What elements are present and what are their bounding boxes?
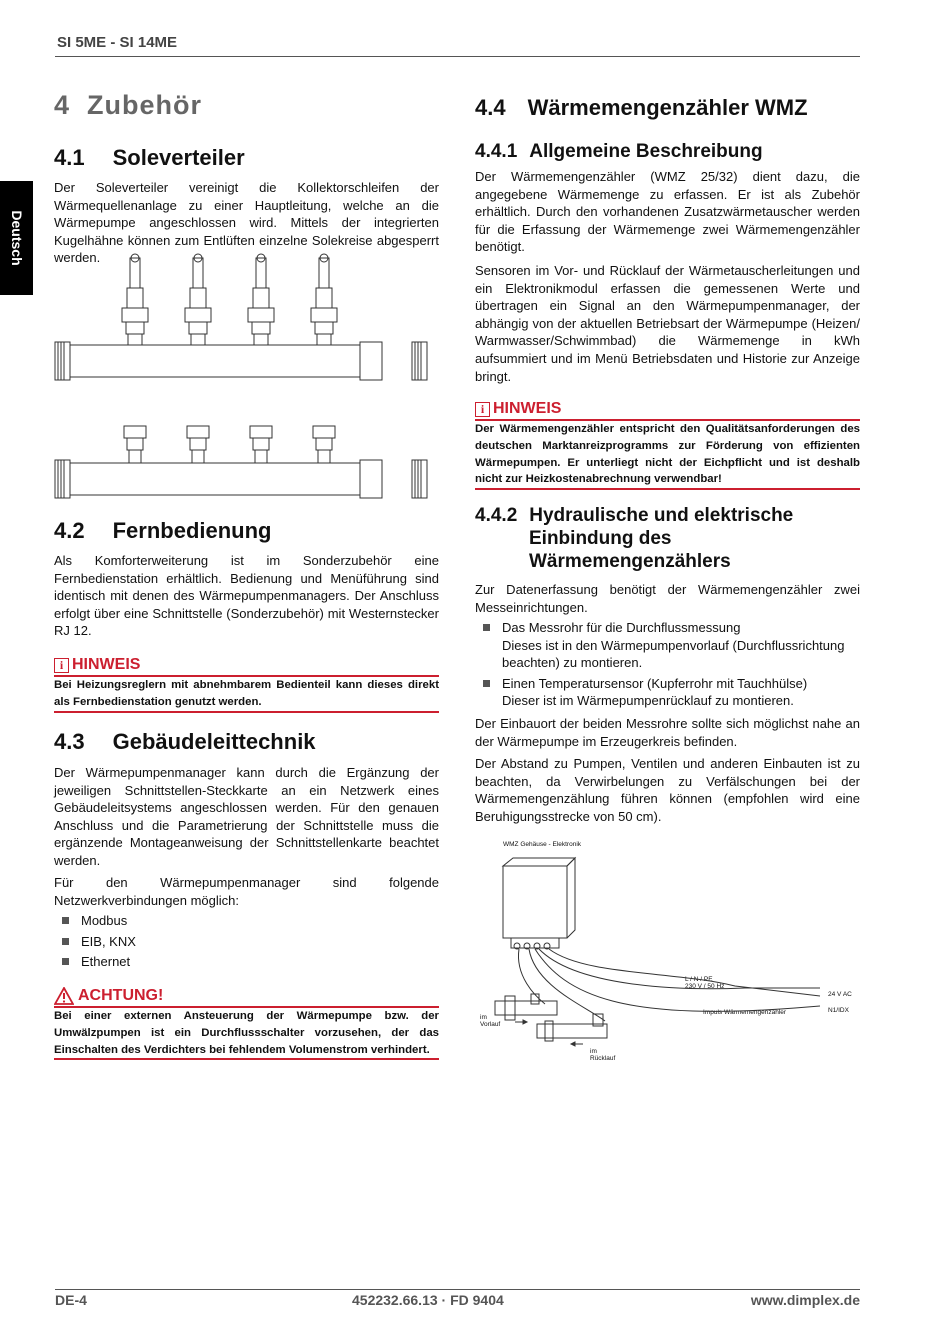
warning-header	[54, 986, 439, 1006]
section-title-line-3: Wärmemengenzählers	[529, 551, 731, 572]
section-4-4-2-heading	[475, 504, 793, 573]
language-tab-label: Deutsch	[8, 210, 25, 266]
hinweis-note-2	[475, 399, 860, 490]
warning-divider	[54, 1058, 439, 1060]
info-icon: i	[475, 402, 490, 417]
note-label: HINWEIS	[493, 400, 562, 417]
section-number: 4.4.2	[475, 505, 518, 526]
note-divider	[475, 488, 860, 490]
section-title: Allgemeine Beschreibung	[529, 141, 763, 162]
page-number: DE-4	[55, 1292, 87, 1308]
note-divider	[54, 711, 439, 713]
diagram-ruecklauf-label-2: Rücklauf	[590, 1055, 616, 1062]
diagram-vorlauf-label-2: Vorlauf	[480, 1021, 501, 1028]
diagram-ruecklauf-label-1: im	[590, 1048, 597, 1055]
section-title: Gebäudeleittechnik	[112, 729, 316, 754]
note-text: Der Wärmemengenzähler entspricht den Qualitätsanforderungen des deutschen Marktanreizprogramms zur Förderung von effizienten Wärmepumpen. Er unterliegt nicht der Eichpflicht und ist deshalb nicht zur Heizkostenabrechnung verwendbar!	[475, 423, 860, 486]
diagram-24v-label: 24 V AC	[828, 991, 852, 998]
list-item	[475, 619, 860, 672]
section-4-2-heading	[54, 518, 271, 544]
measurement-list	[475, 619, 860, 710]
note-header	[54, 655, 439, 675]
section-number: 4.4	[475, 95, 506, 120]
section-number: 4.3	[54, 729, 85, 754]
list-item: Ethernet	[54, 953, 439, 971]
section-number: 4.4.1	[475, 141, 518, 162]
chapter-number: 4	[54, 90, 71, 120]
website-link[interactable]: www.dimplex.de	[750, 1292, 860, 1308]
section-title: Fernbedienung	[112, 518, 272, 543]
info-icon: i	[54, 658, 69, 673]
hinweis-note-1	[54, 655, 439, 713]
network-list	[54, 912, 439, 971]
document-number: 452232.66.13 · FD 9404	[352, 1292, 504, 1308]
section-4-4-2-text-3: Der Abstand zu Pumpen, Ventilen und anderen Einbauten ist zu beachten, da Verwirbelungen zu Verfälschungen bei der Wärmemengenzählung führen können (empfohlen wird eine Beruhigungsstrecke von 50 cm).	[475, 756, 860, 824]
footer-divider	[55, 1289, 860, 1290]
warning-text: Bei einer externen Ansteuerung der Wärmepumpe bzw. der Umwälzpumpen ist ein Durchflussschalter vorzusehen, der das Einschalten des Verdichters bei fehlendem Volumenstrom verhindert.	[54, 1010, 439, 1056]
diagram-impuls-label: Impuls Wärmemengenzähler	[703, 1009, 787, 1016]
section-4-4-2-text-2: Der Einbauort der beiden Messrohre sollte sich möglichst nahe an der Wärmepumpe im Erzeugerkreis befinden.	[475, 716, 860, 749]
warning-label: ACHTUNG!	[78, 987, 164, 1004]
section-title: Wärmemengenzähler WMZ	[527, 95, 808, 120]
diagram-n1-label: N1/IDX	[828, 1007, 849, 1014]
wmz-diagram	[475, 836, 860, 1066]
diagram-vorlauf-label-1: im	[480, 1014, 487, 1021]
section-4-3-heading	[54, 729, 316, 755]
section-4-4-2-text-1: Zur Datenerfassung benötigt der Wärmemengenzähler zwei Messeinrichtungen.	[475, 582, 860, 615]
section-4-1-heading	[54, 145, 245, 171]
chapter-heading	[54, 90, 202, 121]
achtung-warning	[54, 986, 439, 1060]
section-4-3-text-1: Der Wärmepumpenmanager kann durch die Ergänzung der jeweiligen Schnittstellen-Steckkarte an ein Netzwerk eines Gebäudeleitsystems angeschlossen werden. Für den genauen Anschluss und die Parametrierung der Schnittstelle muss die ergänzende Montageanweisung der Schnittstellenkarte beachtet werden.	[54, 765, 439, 868]
note-text: Bei Heizungsreglern mit abnehmbarem Bedienteil kann dieses direkt als Fernbedienstation genutzt werden.	[54, 679, 439, 708]
section-number: 4.1	[54, 145, 85, 170]
section-title: Hydraulische und elektrische	[529, 505, 794, 526]
section-4-3-text-2: Für den Wärmepumpenmanager sind folgende Netzwerkverbindungen möglich:	[54, 875, 439, 908]
list-item-detail: Dieses ist in den Wärmepumpenvorlauf (Durchflussrichtung beachten) zu montieren.	[502, 637, 845, 671]
diagram-housing-label: WMZ Gehäuse - Elektronik	[503, 841, 582, 848]
section-4-4-1-text-2: Sensoren im Vor- und Rücklauf der Wärmetauscherleitungen und ein Elektronikmodul erfassen die gemessenen Werte und übertragen ein Signal an den Wärmepumpenmanager, der abhängig von der aktuellen Betriebsart der Wärmepumpe (Heizen/ Warmwasser/Schwimmbad) die Wärmemenge in kWh aufsummiert und im Menü Betriebsdaten und Historie zur Anzeige bringt.	[475, 263, 860, 384]
section-title-line-2: Einbindung des	[529, 528, 672, 549]
note-label: HINWEIS	[72, 656, 141, 673]
section-4-2-text: Als Komforterweiterung ist im Sonderzubehör eine Fernbedienstation erhältlich. Bedienung und Menüführung sind identisch mit denen des Wärmepumpenmanagers. Der Anschluss erfolgt über eine Schnittstelle (Sonderzubehör) mit Westernstecker RJ 12.	[54, 553, 439, 639]
list-item-title: Einen Temperatursensor (Kupferrohr mit Tauchhülse)	[502, 675, 808, 691]
language-tab	[0, 181, 33, 295]
section-4-4-1-heading	[475, 140, 763, 163]
section-4-4-1-text-1: Der Wärmemengenzähler (WMZ 25/32) dient dazu, die angegebene Wärmemenge zu erfassen. Er ist als Zubehör erhältlich. Durch den vorhandenen Zusatzwärmetauscher werden für die Erfassung der Wärmemenge zwei Wärmemengenzähler benötigt.	[475, 169, 860, 255]
header-title: SI 5ME - SI 14ME	[57, 34, 178, 51]
section-4-4-heading	[475, 95, 808, 121]
section-title: Soleverteiler	[112, 145, 245, 170]
list-item: EIB, KNX	[54, 933, 439, 951]
list-item-detail: Dieser ist im Wärmepumpenrücklauf zu montieren.	[502, 693, 794, 709]
diagram-power-label-1: L / N / PE	[685, 976, 713, 983]
section-number: 4.2	[54, 518, 85, 543]
soleverteiler-figure	[50, 250, 440, 505]
diagram-power-label-2: 230 V / 50 Hz	[685, 983, 725, 990]
section-4-1-text: Der Soleverteiler vereinigt die Kollektorschleifen der Wärmequellenanlage zu einer Hauptleitung, welche an die Wärmepumpe angeschlossen wird. Mittels der integrierten Kugelhähne können zum Entlüften einzelne Solekreise abgesperrt werden.	[54, 180, 439, 266]
list-item	[475, 675, 860, 710]
chapter-title: Zubehör	[87, 90, 203, 120]
header-divider	[55, 56, 860, 57]
list-item-title: Das Messrohr für die Durchflussmessung	[502, 620, 741, 635]
note-header	[475, 399, 860, 419]
warning-icon	[54, 987, 74, 1005]
list-item: Modbus	[54, 912, 439, 930]
